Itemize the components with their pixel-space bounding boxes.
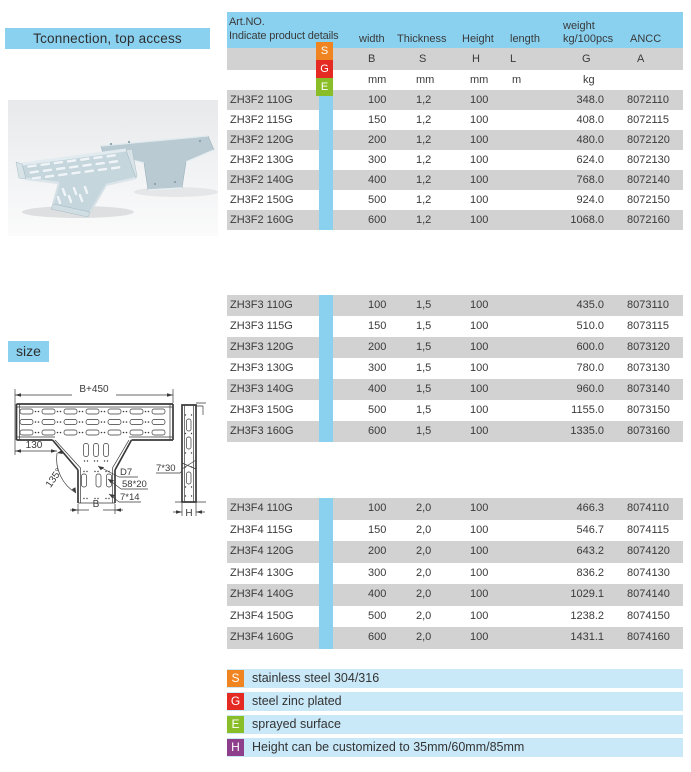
cell-weight: 466.3 [576, 502, 604, 514]
legend-code-E: E [227, 716, 244, 733]
size-diagram [10, 375, 220, 525]
table-row [227, 210, 683, 230]
cell-thickness: 1,5 [416, 299, 432, 311]
size-label: size [8, 341, 49, 362]
dim-left-label: 130 [25, 440, 43, 451]
cell-ancc: 8073160 [627, 425, 670, 437]
cell-ancc: 8074150 [627, 609, 670, 622]
cell-length [509, 627, 557, 649]
side-height-label: H [185, 508, 193, 519]
cell-weight: 924.0 [576, 194, 604, 206]
side-slot-label: 7*30 [156, 463, 176, 474]
table-row [227, 606, 683, 628]
cell-width: 300 [368, 566, 387, 579]
table-row [227, 379, 683, 400]
subheader-s: S [419, 53, 427, 65]
cell-height: 100 [470, 362, 489, 374]
cell-weight: 510.0 [576, 320, 604, 332]
cell-height: 100 [470, 174, 489, 186]
cell-height: 100 [470, 299, 489, 311]
cell-length [509, 421, 557, 442]
legend-label: stainless steel 304/316 [252, 671, 380, 685]
unit-l: m [512, 74, 522, 86]
table-row [227, 110, 683, 130]
cell-length [509, 170, 557, 190]
table-group [227, 295, 683, 442]
cell-art-no: ZH3F2 120G [230, 134, 294, 146]
cell-width: 600 [368, 631, 387, 643]
row-color-strip [319, 130, 333, 150]
row-color-strip [319, 358, 333, 379]
cell-width: 150 [368, 320, 387, 332]
cell-weight: 1335.0 [570, 425, 604, 437]
cell-ancc: 8073120 [627, 341, 670, 353]
legend-item [227, 669, 683, 688]
product-photo [8, 100, 218, 236]
cell-weight: 1068.0 [570, 214, 604, 226]
cell-art-no: ZH3F4 115G [230, 523, 293, 536]
cell-ancc: 8074140 [627, 588, 670, 600]
table-row [227, 400, 683, 421]
row-color-strip [319, 627, 333, 649]
legend-label: Height can be customized to 35mm/60mm/85mm [252, 740, 525, 754]
cell-thickness: 1,2 [416, 94, 432, 106]
size-diagram-svg [10, 375, 220, 525]
cell-length [509, 563, 557, 585]
table-subheader [227, 48, 683, 70]
cell-thickness: 2,0 [416, 502, 432, 514]
cell-thickness: 1,2 [416, 154, 432, 166]
cell-width: 400 [368, 174, 387, 186]
row-color-strip [319, 150, 333, 170]
cell-ancc: 8073130 [627, 362, 670, 374]
table-row [227, 316, 683, 337]
cell-width: 500 [368, 194, 387, 206]
cell-length [509, 379, 557, 400]
table-group [227, 90, 683, 230]
header-weight: weight kg/100pcs [563, 20, 614, 45]
slot-large-label: 58*20 [122, 479, 147, 490]
cell-length [509, 358, 557, 379]
cell-ancc: 8074120 [627, 545, 670, 557]
cell-thickness: 1,2 [416, 114, 432, 126]
header-height: Height [462, 33, 494, 45]
slot-small-label: 7*14 [120, 492, 140, 503]
cell-art-no: ZH3F2 150G [230, 194, 294, 206]
page-title [5, 28, 210, 49]
cell-width: 500 [368, 609, 387, 622]
row-color-strip [319, 190, 333, 210]
row-color-strip [319, 584, 333, 606]
header-ancc: ANCC [630, 33, 662, 45]
cell-height: 100 [470, 154, 489, 166]
row-color-strip [319, 520, 333, 542]
cell-thickness: 1,5 [416, 425, 432, 437]
cell-ancc: 8074110 [627, 502, 670, 514]
cell-ancc: 8072130 [627, 154, 670, 166]
cell-art-no: ZH3F4 120G [230, 545, 294, 557]
subheader-h: H [472, 53, 480, 65]
cell-length [509, 498, 557, 520]
cell-thickness: 1,5 [416, 341, 432, 353]
cell-width: 200 [368, 545, 387, 557]
product-table [227, 12, 683, 652]
cell-weight: 348.0 [576, 94, 604, 106]
row-color-strip [319, 110, 333, 130]
cell-length [509, 210, 557, 230]
table-row [227, 358, 683, 379]
cell-width: 300 [368, 154, 387, 166]
legend-code-H: H [227, 739, 244, 756]
cell-height: 100 [470, 545, 489, 557]
cell-weight: 768.0 [576, 174, 604, 186]
row-color-strip [319, 400, 333, 421]
header-length: length [510, 33, 540, 45]
legend-code-G: G [227, 693, 244, 710]
cell-width: 200 [368, 134, 387, 146]
table-header [227, 12, 683, 48]
cell-weight: 1029.1 [570, 588, 604, 600]
cell-art-no: ZH3F3 115G [230, 320, 293, 332]
page-title-text: Tconnection, top access [33, 31, 182, 46]
unit-b: mm [368, 74, 387, 86]
cell-ancc: 8073140 [627, 383, 670, 395]
cell-art-no: ZH3F4 150G [230, 609, 294, 622]
cell-art-no: ZH3F3 110G [230, 299, 293, 311]
row-color-strip [319, 316, 333, 337]
cell-art-no: ZH3F2 140G [230, 174, 294, 186]
cell-width: 150 [368, 523, 387, 536]
row-color-strip [319, 606, 333, 628]
cell-ancc: 8072140 [627, 174, 670, 186]
legend-item [227, 738, 683, 757]
cell-length [509, 130, 557, 150]
cell-thickness: 2,0 [416, 545, 432, 557]
cell-length [509, 541, 557, 563]
table-row [227, 190, 683, 210]
cell-weight: 643.2 [576, 545, 604, 557]
cell-length [509, 337, 557, 358]
cell-width: 150 [368, 114, 387, 126]
cell-length [509, 90, 557, 110]
cell-art-no: ZH3F3 160G [230, 425, 294, 437]
cell-art-no: ZH3F4 160G [230, 631, 294, 643]
cell-weight: 1155.0 [571, 404, 604, 416]
cell-height: 100 [470, 566, 489, 579]
legend-label: steel zinc plated [252, 694, 342, 708]
cell-art-no: ZH3F4 140G [230, 588, 294, 600]
table-units-row [227, 70, 683, 90]
cell-ancc: 8073115 [627, 320, 670, 332]
cell-width: 600 [368, 214, 387, 226]
cell-weight: 836.2 [576, 566, 604, 579]
cell-ancc: 8072110 [627, 94, 670, 106]
cell-width: 200 [368, 341, 387, 353]
legend-code-S: S [227, 670, 244, 687]
cell-height: 100 [470, 214, 489, 226]
table-row [227, 520, 683, 542]
cell-height: 100 [470, 341, 489, 353]
cell-length [509, 584, 557, 606]
cell-weight: 960.0 [576, 383, 604, 395]
table-row [227, 337, 683, 358]
row-color-strip [319, 563, 333, 585]
cell-ancc: 8072160 [627, 214, 670, 226]
cell-ancc: 8072150 [627, 194, 670, 206]
hole-label: D7 [120, 467, 133, 478]
product-photo-svg [8, 100, 218, 236]
row-color-strip [319, 210, 333, 230]
cell-length [509, 190, 557, 210]
cell-width: 500 [368, 404, 387, 416]
table-row [227, 130, 683, 150]
table-row [227, 90, 683, 110]
row-color-strip [319, 170, 333, 190]
cell-art-no: ZH3F4 110G [230, 502, 293, 514]
row-color-strip [319, 295, 333, 316]
angle-label: 135° [43, 466, 65, 490]
cell-art-no: ZH3F2 160G [230, 214, 294, 226]
cell-weight: 1431.1 [570, 631, 604, 643]
cell-height: 100 [470, 194, 489, 206]
table-row [227, 541, 683, 563]
cell-art-no: ZH3F2 115G [230, 114, 293, 126]
subheader-g: G [582, 53, 591, 65]
cell-weight: 546.7 [576, 523, 604, 536]
cell-thickness: 1,2 [416, 134, 432, 146]
cell-art-no: ZH3F3 120G [230, 341, 294, 353]
table-group [227, 498, 683, 649]
table-row [227, 584, 683, 606]
surface-code-S: S [316, 42, 333, 60]
row-color-strip [319, 421, 333, 442]
dim-bottom-label: B [92, 499, 100, 510]
cell-art-no: ZH3F2 130G [230, 154, 294, 166]
cell-height: 100 [470, 383, 489, 395]
cell-ancc: 8073110 [627, 299, 670, 311]
cell-height: 100 [470, 94, 489, 106]
cell-thickness: 2,0 [416, 588, 432, 600]
cell-thickness: 1,5 [416, 383, 432, 395]
cell-length [509, 316, 557, 337]
cell-thickness: 1,5 [416, 320, 432, 332]
cell-height: 100 [470, 631, 489, 643]
cell-thickness: 2,0 [416, 631, 432, 643]
cell-height: 100 [470, 114, 489, 126]
cell-ancc: 8074160 [627, 631, 670, 643]
cell-height: 100 [470, 609, 489, 622]
header-art-no: Art.NO. Indicate product details [229, 16, 339, 42]
cell-length [509, 295, 557, 316]
cell-length [509, 606, 557, 628]
cell-weight: 408.0 [576, 114, 604, 126]
cell-height: 100 [470, 134, 489, 146]
cell-length [509, 150, 557, 170]
cell-art-no: ZH3F3 150G [230, 404, 294, 416]
cell-ancc: 8072115 [627, 114, 670, 126]
cell-ancc: 8073150 [627, 404, 670, 416]
subheader-b: B [368, 53, 376, 65]
legend [227, 669, 683, 761]
cell-ancc: 8074130 [627, 566, 670, 579]
cell-art-no: ZH3F4 130G [230, 566, 294, 579]
cell-thickness: 2,0 [416, 566, 432, 579]
cell-weight: 600.0 [576, 341, 604, 353]
cell-weight: 435.0 [576, 299, 604, 311]
cell-width: 100 [368, 94, 387, 106]
row-color-strip [319, 337, 333, 358]
cell-thickness: 1,2 [416, 174, 432, 186]
cell-thickness: 1,5 [416, 404, 432, 416]
unit-s: mm [416, 74, 435, 86]
cell-weight: 1238.2 [570, 609, 604, 622]
cell-height: 100 [470, 404, 489, 416]
header-thickness: Thickness [397, 33, 447, 45]
cell-art-no: ZH3F2 110G [230, 94, 293, 106]
cell-height: 100 [470, 320, 489, 332]
cell-width: 100 [368, 502, 387, 514]
row-color-strip [319, 498, 333, 520]
cell-thickness: 2,0 [416, 609, 432, 622]
subheader-a: A [637, 53, 645, 65]
surface-code-G: G [316, 60, 333, 78]
cell-thickness: 1,5 [416, 362, 432, 374]
cell-thickness: 1,2 [416, 194, 432, 206]
table-row [227, 295, 683, 316]
surface-code-E: E [316, 78, 333, 96]
cell-art-no: ZH3F3 140G [230, 383, 294, 395]
cell-length [509, 400, 557, 421]
row-color-strip [319, 541, 333, 563]
cell-length [509, 520, 557, 542]
cell-thickness: 2,0 [416, 523, 432, 536]
cell-weight: 480.0 [576, 134, 604, 146]
table-row [227, 627, 683, 649]
cell-height: 100 [470, 523, 489, 536]
table-row [227, 498, 683, 520]
subheader-l: L [510, 53, 517, 65]
cell-art-no: ZH3F3 130G [230, 362, 294, 374]
unit-g: kg [583, 74, 595, 86]
cell-ancc: 8072120 [627, 134, 670, 146]
unit-h: mm [470, 74, 489, 86]
dim-top-label: B+450 [79, 384, 109, 395]
cell-width: 400 [368, 383, 387, 395]
cell-width: 600 [368, 425, 387, 437]
table-row [227, 150, 683, 170]
legend-item [227, 715, 683, 734]
row-color-strip [319, 379, 333, 400]
cell-length [509, 110, 557, 130]
cell-height: 100 [470, 425, 489, 437]
cell-ancc: 8074115 [627, 523, 670, 536]
legend-label: sprayed surface [252, 717, 341, 731]
table-row [227, 170, 683, 190]
table-row [227, 421, 683, 442]
legend-item [227, 692, 683, 711]
header-width: width [359, 33, 385, 45]
table-row [227, 563, 683, 585]
cell-width: 400 [368, 588, 387, 600]
cell-width: 300 [368, 362, 387, 374]
cell-thickness: 1,2 [416, 214, 432, 226]
cell-width: 100 [368, 299, 387, 311]
cell-height: 100 [470, 502, 489, 514]
cell-height: 100 [470, 588, 489, 600]
cell-weight: 624.0 [576, 154, 604, 166]
cell-weight: 780.0 [576, 362, 604, 374]
